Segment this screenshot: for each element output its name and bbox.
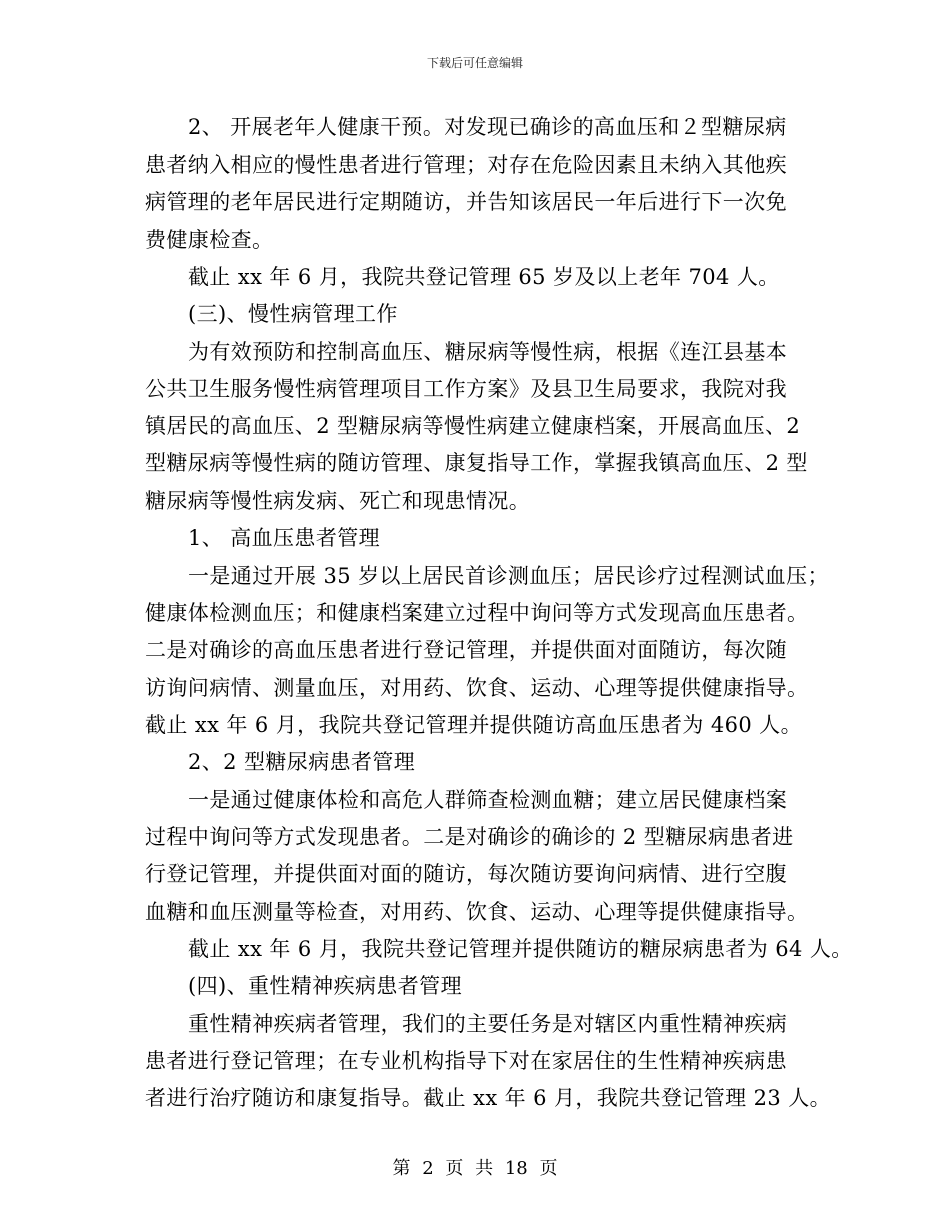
- header-note: 下载后可任意编辑: [426, 56, 523, 70]
- section-heading: (四)、重性精神疾病患者管理: [188, 974, 462, 998]
- text-line: 镇居民的高血压、2 型糖尿病等慢性病建立健康档案，开展高血压、2: [145, 414, 801, 438]
- text-line: 二是对确诊的高血压患者进行登记管理，并提供面对面随访，每次随: [145, 638, 787, 662]
- text-line: 过程中询问等方式发现患者。二是对确诊的确诊的 2 型糖尿病患者进: [145, 825, 794, 849]
- text-line: 截止 xx 年 6 月，我院共登记管理并提供随访高血压患者为 460 人。: [145, 713, 802, 737]
- text-line: 公共卫生服务慢性病管理项目工作方案》及县卫生局要求，我院对我: [145, 377, 787, 401]
- text-line: 为有效预防和控制高血压、糖尿病等慢性病，根据《连江县基本: [188, 340, 788, 364]
- text-line: 血糖和血压测量等检查，对用药、饮食、运动、心理等提供健康指导。: [145, 900, 809, 924]
- subsection-heading: 1、 高血压患者管理: [188, 526, 381, 550]
- text-line: 健康体检测血压；和健康档案建立过程中询问等方式发现高血压患者。: [145, 601, 809, 625]
- page-number: 第 2 页 共 18 页: [392, 1158, 558, 1179]
- section-heading: (三)、慢性病管理工作: [188, 302, 398, 326]
- text-line: 型糖尿病等慢性病的随访管理、康复指导工作，掌握我镇高血压、2 型: [145, 451, 808, 475]
- text-line: 费健康检查。: [145, 228, 274, 252]
- text-line: 患者进行登记管理；在专业机构指导下对在家居住的生性精神疾病患: [145, 1049, 787, 1073]
- text-line: 患者纳入相应的慢性患者进行管理；对存在危险因素且未纳入其他疾: [145, 153, 787, 177]
- text-line: 一是通过健康体检和高危人群筛查检测血糖；建立居民健康档案: [188, 788, 788, 812]
- text-line: 者进行治疗随访和康复指导。截止 xx 年 6 月，我院共登记管理 23 人。: [145, 1086, 832, 1110]
- text-line: 截止 xx 年 6 月，我院共登记管理并提供随访的糖尿病患者为 64 人。: [188, 937, 853, 961]
- text-line: 行登记管理，并提供面对面的随访，每次随访要询问病情、进行空腹: [145, 862, 787, 886]
- text-line: 截止 xx 年 6 月，我院共登记管理 65 岁及以上老年 704 人。: [188, 265, 780, 289]
- text-line: 访询问病情、测量血压，对用药、饮食、运动、心理等提供健康指导。: [145, 676, 809, 700]
- text-line: 一是通过开展 35 岁以上居民首诊测血压；居民诊疗过程测试血压；: [188, 564, 829, 588]
- text-line: 病管理的老年居民进行定期随访，并告知该居民一年后进行下一次免: [145, 190, 787, 214]
- text-line: 重性精神疾病者管理，我们的主要任务是对辖区内重性精神疾病: [188, 1012, 788, 1036]
- subsection-heading: 2、2 型糖尿病患者管理: [188, 750, 416, 774]
- text-line: 糖尿病等慢性病发病、死亡和现患情况。: [145, 489, 531, 513]
- text-line: 2、 开展老年人健康干预。对发现已确诊的高血压和２型糖尿病: [188, 115, 787, 139]
